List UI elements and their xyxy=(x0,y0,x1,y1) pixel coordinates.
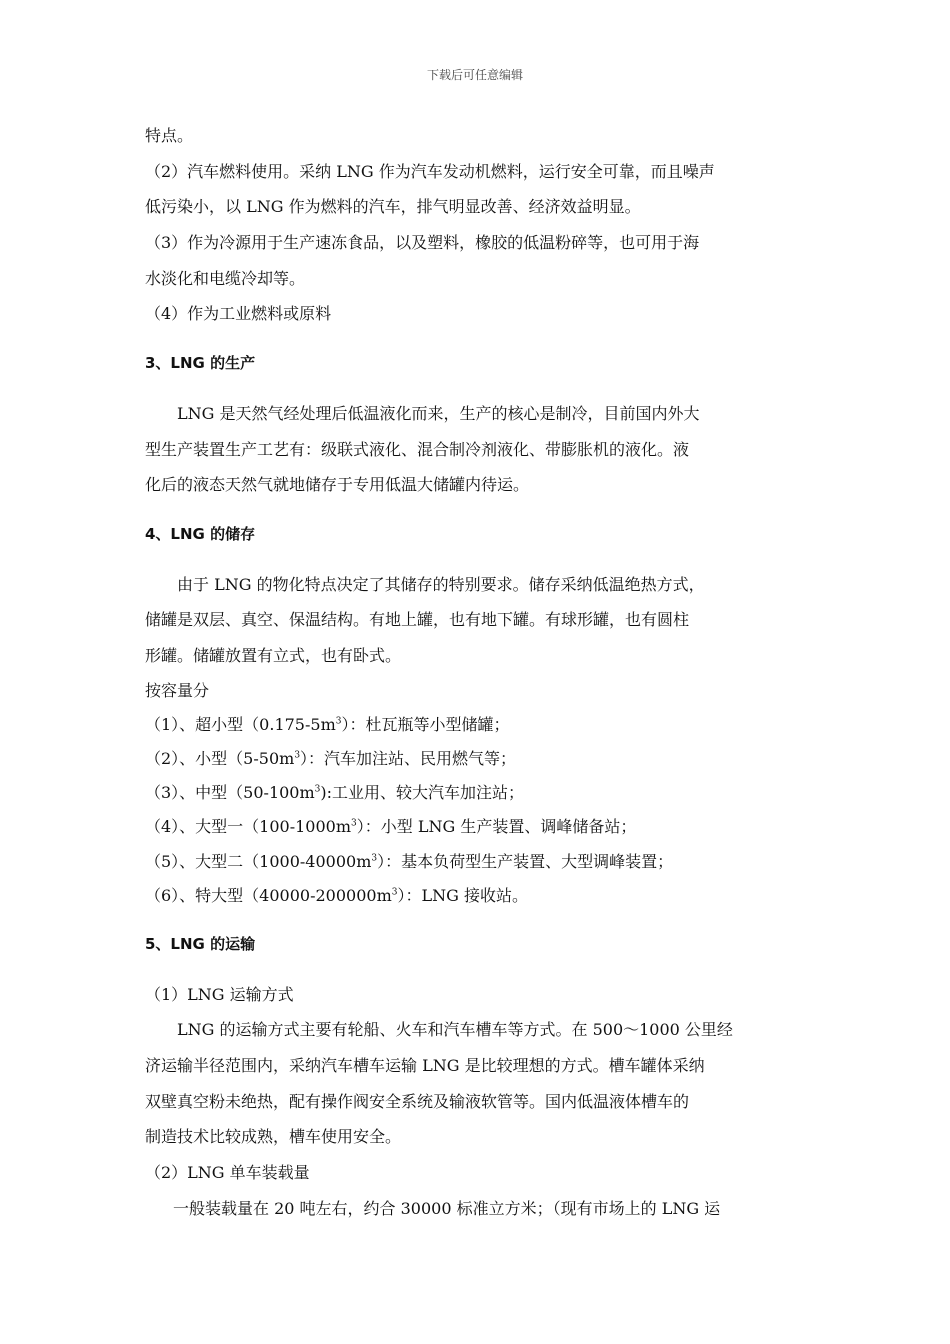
page-header: 下载后可任意编辑 xyxy=(426,68,523,82)
list-item: （1）、超小型$(0.175-5m^3)$：杜瓦瓶等小型储罐； xyxy=(145,714,510,734)
paragraph-line: 由于 LNG 的物化特点决定了其储存的特别要求。储存采纳低温绝热方式， xyxy=(177,574,705,594)
list-item: （6）、特大型$(40000-200000m^3)$：LNG 接收站。 xyxy=(145,885,528,905)
list-item: （5）、大型二$(1000-40000m^3)$：基本负荷型生产装置、大型调峰装置； xyxy=(145,851,674,871)
paragraph-line: （3）作为冷源用于生产速冻食品，以及塑料，橡胶的低温粉碎等，也可用于海 xyxy=(145,233,700,253)
paragraph-line: LNG 是天然气经处理后低温液化而来，生产的核心是制冷，目前国内外大 xyxy=(177,403,700,423)
list-item: （3）、中型$(50-100m^3)$:工业用、较大汽车加注站； xyxy=(145,783,525,803)
document-body xyxy=(145,118,807,1226)
paragraph-line: 化后的液态天然气就地储存于专用低温大储罐内待运。 xyxy=(145,475,530,495)
paragraph-line: 型生产装置生产工艺有：级联式液化、混合制冷剂液化、带膨胀机的液化。液 xyxy=(145,439,690,459)
paragraph-line: 形罐。储罐放置有立式，也有卧式。 xyxy=(145,645,402,665)
section-heading: 5、LNG 的运输 xyxy=(145,934,256,953)
paragraph-line: 一般装载量在 20 吨左右，约合 30000 标准立方米；（现有市场上的 LNG 运 xyxy=(173,1198,721,1218)
section-heading: 4、LNG 的储存 xyxy=(145,524,256,543)
paragraph-line: （2）汽车燃料使用。采纳 LNG 作为汽车发动机燃料，运行安全可靠，而且噪声 xyxy=(145,161,715,181)
paragraph-line: 特点。 xyxy=(145,126,194,145)
paragraph-line: 低污染小，以 LNG 作为燃料的汽车，排气明显改善、经济效益明显。 xyxy=(145,197,641,217)
list-item: （4）、大型一$(100-1000m^3)$：小型 LNG 生产装置、调峰储备站； xyxy=(145,817,637,837)
paragraph-line: LNG 的运输方式主要有轮船、火车和汽车槽车等方式。在 500～1000 公里经 xyxy=(177,1020,733,1040)
paragraph-line: 储罐是双层、真空、保温结构。有地上罐，也有地下罐。有球形罐，也有圆柱 xyxy=(145,610,690,630)
subsection-title: （1）LNG 运输方式 xyxy=(145,984,294,1004)
section-heading: 3、LNG 的生产 xyxy=(145,354,256,373)
paragraph-line: 制造技术比较成熟，槽车使用安全。 xyxy=(145,1127,402,1147)
list-item: （2）、小型$(5-50m^3)$：汽车加注站、民用燃气等； xyxy=(145,749,517,768)
capacity-title: 按容量分 xyxy=(145,680,210,700)
paragraph-line: 水淡化和电缆冷却等。 xyxy=(145,268,306,288)
paragraph-line: 济运输半径范围内，采纳汽车槽车运输 LNG 是比较理想的方式。槽车罐体采纳 xyxy=(145,1056,705,1075)
paragraph-line: 双壁真空粉未绝热，配有操作阀安全系统及输液软管等。国内低温液体槽车的 xyxy=(145,1091,690,1111)
subsection-title: （2）LNG 单车装载量 xyxy=(145,1163,310,1183)
paragraph-line: （4）作为工业燃料或原料 xyxy=(145,304,332,324)
